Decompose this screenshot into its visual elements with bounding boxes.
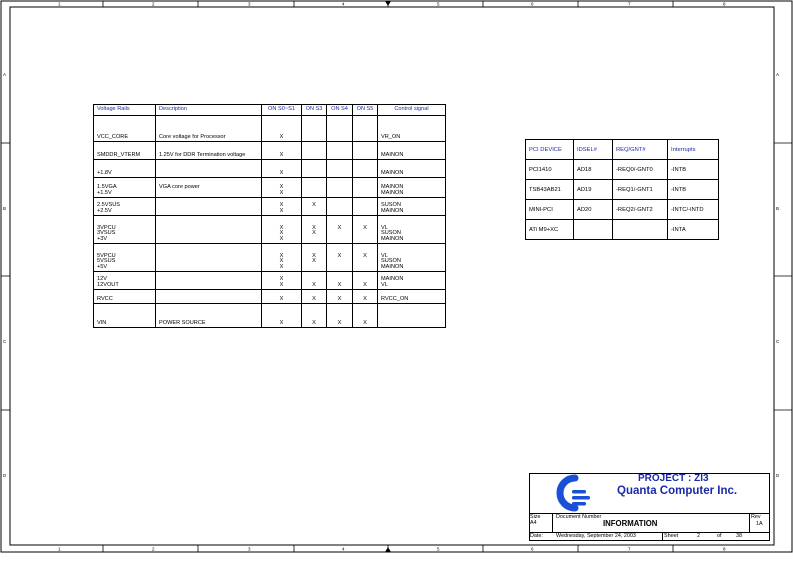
on-s0-s1-cell (262, 244, 302, 272)
control-signal-cell (378, 142, 446, 160)
on-s5-cell (353, 160, 378, 178)
on-s5-line: X (363, 320, 367, 327)
zone-column-label: 5 (437, 546, 440, 552)
on-s3-line (305, 265, 323, 271)
description-cell (156, 272, 262, 290)
quanta-logo-icon (555, 474, 605, 512)
on-s4-line (330, 237, 349, 243)
description-cell: Core voltage for Processor (156, 116, 262, 142)
on-s5-cell (353, 290, 378, 304)
control-signal-line: VL (381, 224, 388, 231)
control-signal-line: MAINON (381, 236, 404, 243)
date-value: Wednesday, September 24, 2003 (556, 533, 636, 539)
on-s5-line (356, 209, 374, 215)
on-s4-line: X (337, 320, 342, 327)
zone-column-label: 5 (437, 1, 440, 7)
interrupt-cell: -INTB (668, 180, 719, 200)
on-s5-cell (353, 216, 378, 244)
col-interrupts: Interrupts (668, 140, 719, 160)
description-cell (156, 216, 262, 244)
control-signal-line: SUSON (381, 258, 401, 265)
on-s4-line (330, 153, 349, 159)
voltage-rail-row (94, 304, 446, 328)
on-s4-line: X (337, 252, 342, 259)
pci-device-cell: ATi M9+XC (526, 220, 574, 240)
on-s3-cell (302, 216, 327, 244)
voltage-rail-row (94, 178, 446, 198)
on-s5-line (356, 265, 374, 271)
zone-column-label: 3 (248, 546, 251, 552)
on-s0-s1-cell (262, 272, 302, 290)
on-s5-cell (353, 304, 378, 328)
col-on-s0-s1: ON S0~S1 (262, 105, 302, 116)
idsel-cell: AD20 (574, 200, 613, 220)
rail-cell (94, 116, 156, 142)
idsel-cell (574, 220, 613, 240)
on-s0-s1-line: X (279, 184, 284, 191)
rail-line: 5VSUS (97, 258, 116, 265)
on-s0-s1-line: X (279, 276, 284, 283)
on-s3-line: X (312, 320, 316, 327)
on-s5-cell (353, 272, 378, 290)
req-gnt-cell (613, 220, 668, 240)
control-signal-cell (378, 272, 446, 290)
on-s4-line (330, 209, 349, 215)
description-cell (156, 160, 262, 178)
control-signal-cell (378, 304, 446, 328)
rail-line: 1.5VGA (97, 184, 117, 191)
zone-column-label: 6 (531, 1, 534, 7)
interrupt-cell: -INTB (668, 160, 719, 180)
voltage-rail-row (94, 244, 446, 272)
control-signal-cell (378, 244, 446, 272)
zone-column-label: 8 (723, 1, 726, 7)
rail-line: VCC_CORE (97, 134, 129, 141)
on-s3-line: X (312, 296, 316, 303)
total-sheets: 38 (736, 533, 742, 539)
zone-row-label: D (3, 473, 7, 478)
control-signal-line: SUSON (381, 202, 401, 209)
control-signal-cell (378, 178, 446, 198)
col-pci-device: PCI DEVICE (526, 140, 574, 160)
description-cell (156, 198, 262, 216)
control-signal-line: MAINON (381, 170, 404, 177)
on-s3-cell (302, 272, 327, 290)
voltage-table-header (94, 105, 446, 116)
on-s3-line: X (312, 230, 316, 237)
on-s3-cell (302, 142, 327, 160)
description-cell: VGA core power (156, 178, 262, 198)
sheet-of-label: of (717, 533, 722, 539)
on-s0-s1-line: X (279, 320, 284, 327)
control-signal-line: MAINON (381, 264, 404, 271)
on-s4-cell (327, 290, 353, 304)
on-s5-line: X (363, 252, 367, 259)
zone-column-label: 2 (152, 546, 155, 552)
on-s0-s1-line: X (279, 258, 284, 265)
on-s5-line: X (363, 296, 367, 303)
rail-line: 3VPCU (97, 224, 116, 231)
on-s4-cell (327, 272, 353, 290)
on-s3-line (305, 135, 323, 141)
sheet-number: 2 (697, 533, 700, 539)
rail-line: 5VPCU (97, 252, 116, 259)
on-s3-line (305, 191, 323, 197)
rail-line: RVCC (97, 296, 113, 303)
pci-device-row (526, 220, 719, 240)
col-idsel: IDSEL# (574, 140, 613, 160)
on-s0-s1-line: X (279, 170, 284, 177)
rail-line: 12V (97, 276, 107, 283)
company-name: Quanta Computer Inc. (617, 485, 738, 497)
on-s5-cell (353, 244, 378, 272)
description-cell: 1.25V for DDR Termination voltage (156, 142, 262, 160)
rail-line: +1.5V (97, 190, 112, 197)
on-s0-s1-line: X (279, 282, 284, 289)
control-signal-cell (378, 216, 446, 244)
size-value: A4 (530, 520, 537, 526)
control-signal-line: MAINON (381, 190, 404, 197)
interrupt-cell: -INTC/-INTD (668, 200, 719, 220)
control-signal-line: VL (381, 282, 388, 289)
rail-cell (94, 290, 156, 304)
zone-column-label: 3 (248, 1, 251, 7)
on-s3-line: X (312, 282, 316, 289)
description-cell (156, 290, 262, 304)
on-s0-s1-line: X (279, 152, 284, 159)
on-s0-s1-cell (262, 216, 302, 244)
zone-column-label: 8 (723, 546, 726, 552)
pci-device-row (526, 200, 719, 220)
rail-cell (94, 160, 156, 178)
voltage-rail-row (94, 216, 446, 244)
on-s4-line (330, 191, 349, 197)
control-signal-line: SUSON (381, 230, 401, 237)
on-s3-line (305, 237, 323, 243)
document-title: INFORMATION (603, 519, 658, 528)
voltage-rail-row (94, 142, 446, 160)
on-s4-cell (327, 304, 353, 328)
on-s3-line (305, 153, 323, 159)
rail-cell (94, 244, 156, 272)
title-block (529, 473, 770, 541)
control-signal-line: MAINON (381, 184, 404, 191)
on-s0-s1-line: X (279, 252, 284, 259)
control-signal-cell (378, 160, 446, 178)
on-s4-line (330, 171, 349, 177)
col-on-s4: ON S4 (327, 105, 353, 116)
zone-column-label: 4 (342, 1, 345, 7)
on-s4-line (330, 265, 349, 271)
on-s5-cell (353, 116, 378, 142)
control-signal-cell (378, 116, 446, 142)
req-gnt-cell: -REQ1/-GNT1 (613, 180, 668, 200)
control-signal-line: RVCC_ON (381, 296, 409, 303)
rail-cell (94, 142, 156, 160)
sheet-label: Sheet (664, 533, 679, 539)
on-s0-s1-line: X (279, 264, 284, 271)
on-s3-line: X (312, 258, 316, 265)
control-signal-cell (378, 290, 446, 304)
on-s3-line: X (312, 252, 316, 259)
rail-line: SMDDR_VTERM (97, 152, 141, 159)
col-voltage-rails: Voltage Rails (94, 105, 156, 116)
on-s4-cell (327, 178, 353, 198)
on-s5-line: X (363, 282, 367, 289)
control-signal-line (381, 321, 442, 327)
control-signal-line: VL (381, 252, 388, 259)
on-s3-cell (302, 178, 327, 198)
voltage-rail-row (94, 116, 446, 142)
project-name: PROJECT : ZI3 (638, 473, 709, 484)
on-s5-line (356, 191, 374, 197)
date-label: Date: (530, 533, 543, 539)
rail-line: +5V (97, 264, 108, 271)
voltage-rails-table (93, 104, 446, 328)
on-s5-cell (353, 142, 378, 160)
on-s4-cell (327, 216, 353, 244)
rail-cell (94, 178, 156, 198)
col-control-signal: Control signal (378, 105, 446, 116)
rail-cell (94, 216, 156, 244)
voltage-rail-row (94, 290, 446, 304)
zone-column-label: 1 (58, 546, 61, 552)
on-s0-s1-line: X (279, 230, 284, 237)
pci-device-row (526, 180, 719, 200)
rail-line: +2.5V (97, 208, 112, 215)
on-s0-s1-line: X (279, 296, 284, 303)
description-cell (156, 244, 262, 272)
zone-row-label: D (776, 473, 780, 478)
pci-device-cell: TSB43AB21 (526, 180, 574, 200)
pci-device-cell: PCI1410 (526, 160, 574, 180)
idsel-cell: AD18 (574, 160, 613, 180)
on-s4-cell (327, 160, 353, 178)
rail-line: 2.5VSUS (97, 202, 121, 209)
col-description: Description (156, 105, 262, 116)
control-signal-cell (378, 198, 446, 216)
on-s3-cell (302, 160, 327, 178)
on-s0-s1-line: X (279, 134, 284, 141)
on-s0-s1-cell (262, 304, 302, 328)
rail-cell (94, 198, 156, 216)
on-s4-line: X (337, 296, 342, 303)
zone-column-label: 7 (628, 1, 631, 7)
rail-line: +1.8V (97, 170, 112, 177)
rail-cell (94, 272, 156, 290)
on-s5-line (356, 171, 374, 177)
on-s3-line (305, 209, 323, 215)
on-s0-s1-line: X (279, 190, 284, 197)
on-s4-cell (327, 142, 353, 160)
on-s3-line: X (312, 202, 316, 209)
zone-row-label: C (776, 339, 780, 344)
control-signal-line: MAINON (381, 276, 404, 283)
on-s0-s1-cell (262, 290, 302, 304)
zone-column-label: 1 (58, 1, 61, 7)
on-s4-cell (327, 116, 353, 142)
rail-cell (94, 304, 156, 328)
zone-column-label: 6 (531, 546, 534, 552)
on-s5-cell (353, 198, 378, 216)
on-s0-s1-cell (262, 198, 302, 216)
pci-device-row (526, 160, 719, 180)
on-s0-s1-cell (262, 142, 302, 160)
zone-column-label: 2 (152, 1, 155, 7)
rail-line: +3V (97, 236, 108, 243)
zone-row-label: A (776, 72, 780, 77)
on-s0-s1-cell (262, 160, 302, 178)
on-s3-cell (302, 244, 327, 272)
zone-row-label: B (3, 206, 7, 211)
control-signal-line: MAINON (381, 208, 404, 215)
center-mark-top (385, 1, 391, 6)
on-s0-s1-cell (262, 116, 302, 142)
on-s3-cell (302, 198, 327, 216)
pci-device-cell: MINI-PCI (526, 200, 574, 220)
on-s3-cell (302, 116, 327, 142)
rail-line: 3VSUS (97, 230, 116, 237)
on-s3-cell (302, 304, 327, 328)
on-s5-line (356, 237, 374, 243)
pci-device-table (525, 139, 719, 240)
interrupt-cell: -INTA (668, 220, 719, 240)
on-s4-cell (327, 198, 353, 216)
control-signal-line: VR_ON (381, 134, 401, 141)
rev-label: Rev (751, 514, 761, 520)
pci-table-header (526, 140, 719, 160)
col-on-s3: ON S3 (302, 105, 327, 116)
zone-row-label: C (3, 339, 7, 344)
zone-row-label: B (776, 206, 780, 211)
control-signal-line: MAINON (381, 152, 404, 159)
zone-column-label: 4 (342, 546, 345, 552)
on-s0-s1-cell (262, 178, 302, 198)
req-gnt-cell: -REQ2/-GNT2 (613, 200, 668, 220)
on-s3-line (305, 171, 323, 177)
on-s5-cell (353, 178, 378, 198)
voltage-rail-row (94, 272, 446, 290)
on-s5-line: X (363, 224, 367, 231)
on-s0-s1-line: X (279, 236, 284, 243)
on-s3-line: X (312, 224, 316, 231)
zone-column-label: 7 (628, 546, 631, 552)
size-label: Size (530, 514, 541, 520)
col-on-s5: ON S5 (353, 105, 378, 116)
on-s3-cell (302, 290, 327, 304)
on-s4-line: X (337, 282, 342, 289)
idsel-cell: AD19 (574, 180, 613, 200)
voltage-rail-row (94, 198, 446, 216)
on-s5-line (356, 153, 374, 159)
on-s4-line (330, 135, 349, 141)
on-s0-s1-line: X (279, 202, 284, 209)
on-s0-s1-line: X (279, 208, 284, 215)
on-s0-s1-line: X (279, 224, 284, 231)
document-number-label: Document Number (556, 514, 602, 520)
on-s4-cell (327, 244, 353, 272)
voltage-rail-row (94, 160, 446, 178)
rev-value: 1A (756, 521, 763, 527)
on-s5-line (356, 135, 374, 141)
description-cell: POWER SOURCE (156, 304, 262, 328)
on-s4-line: X (337, 224, 342, 231)
rail-line: 12VOUT (97, 282, 119, 289)
rail-line: VIN (97, 320, 107, 327)
zone-row-label: A (3, 72, 7, 77)
center-mark-bottom (385, 547, 391, 552)
col-req-gnt: REQ/GNT# (613, 140, 668, 160)
req-gnt-cell: -REQ0/-GNT0 (613, 160, 668, 180)
